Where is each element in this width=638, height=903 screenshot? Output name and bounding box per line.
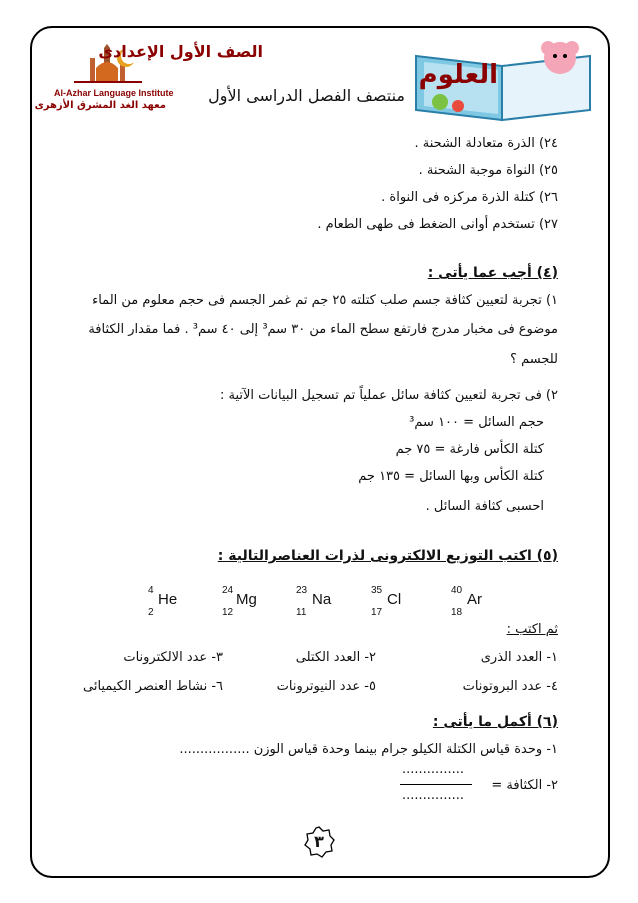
item-protons: ٤- عدد البروتونات: [462, 679, 558, 694]
element-symbol: Ar: [467, 591, 482, 608]
section-4-q2-calc: احسبى كثافة السائل .: [425, 499, 544, 514]
item-chemical-activity: ٦- نشاط العنصر الكيميائى: [82, 679, 223, 694]
mass-number: 24: [222, 585, 234, 596]
element-na: [296, 585, 346, 621]
then-write: ثم اكتب :: [506, 622, 558, 637]
section-4-q2-full-mass: كتلة الكأس وبها السائل = ١٣٥ جم: [358, 469, 544, 484]
item-mass-number: ٢- العدد الكتلى: [295, 650, 376, 665]
subject-title: العلوم: [418, 60, 498, 90]
atomic-number: 18: [451, 607, 463, 618]
density-numerator: ...............: [402, 762, 464, 777]
institute-name-en: Al-Azhar Language Institute: [54, 88, 174, 98]
element-mg: [222, 585, 272, 621]
section-4-q1-line2: موضوع فى مخبار مدرج فارتفع سطح الماء من ٣٠ سم³ إلى ٤٠ سم³ . فما مقدار الكثافة: [88, 322, 558, 337]
atomic-number: 17: [371, 607, 383, 618]
element-he: [148, 585, 198, 621]
statement-24: ٢٤) الذرة متعادلة الشحنة .: [414, 136, 558, 151]
item-electrons: ٣- عدد الالكترونات: [123, 650, 223, 665]
institute-name-ar: معهد الغد المشرق الأزهرى: [34, 100, 166, 111]
atomic-number: 12: [222, 607, 234, 618]
fraction-line: [400, 784, 472, 785]
statement-25: ٢٥) النواة موجبة الشحنة .: [418, 163, 558, 178]
element-ar: [451, 585, 501, 621]
section-4-q2-empty-mass: كتلة الكأس فارغة = ٧٥ جم: [395, 442, 544, 457]
atomic-number: 11: [296, 607, 307, 618]
section-5-title: (٥) اكتب التوزيع الالكترونى لذرات العناصرالتالية :: [217, 548, 558, 564]
item-neutrons: ٥- عدد النيوترونات: [276, 679, 376, 694]
term-title: منتصف الفصل الدراسى الأول: [208, 86, 405, 105]
section-4-q2-line1: ٢) فى تجربة لتعيين كثافة سائل عملياً تم تسجيل البيانات الآتية :: [219, 388, 558, 403]
element-cl: [371, 585, 421, 621]
section-6-title: (٦) أكمل ما يأتى :: [432, 714, 558, 730]
statement-27: ٢٧) تستخدم أوانى الضغط فى طهى الطعام .: [317, 217, 558, 232]
element-symbol: Na: [312, 591, 332, 608]
density-label: ٢- الكثافة =: [491, 778, 558, 793]
mass-number: 4: [148, 585, 154, 596]
element-symbol: He: [158, 591, 178, 608]
section-4-title: (٤) أجب عما يأتى :: [427, 265, 558, 281]
section-6-line1: ١- وحدة قياس الكتلة الكيلو جرام بينما وحدة قياس الوزن .................: [179, 742, 558, 757]
mass-number: 35: [371, 585, 383, 596]
atomic-number: 2: [148, 607, 154, 618]
page-number: ٣: [314, 832, 324, 851]
element-symbol: Cl: [387, 591, 402, 608]
grade-title: الصف الأول الإعدادى: [98, 42, 263, 61]
element-symbol: Mg: [236, 591, 257, 608]
section-4-q2-volume: حجم السائل = ١٠٠ سم³: [409, 415, 544, 430]
mass-number: 23: [296, 585, 308, 596]
statement-26: ٢٦) كتلة الذرة مركزه فى النواة .: [381, 190, 558, 205]
science-book-graphic: [410, 36, 598, 122]
section-4-q1-line3: للجسم ؟: [510, 352, 558, 367]
item-atomic-number: ١- العدد الذرى: [480, 650, 558, 665]
page-number-badge: [302, 825, 336, 859]
mass-number: 40: [451, 585, 463, 596]
section-4-q1-line1: ١) تجربة لتعيين كثافة جسم صلب كتلته ٢٥ جم تم غمر الجسم فى حجم معلوم من الماء: [92, 293, 558, 308]
density-denominator: ...............: [402, 788, 464, 803]
